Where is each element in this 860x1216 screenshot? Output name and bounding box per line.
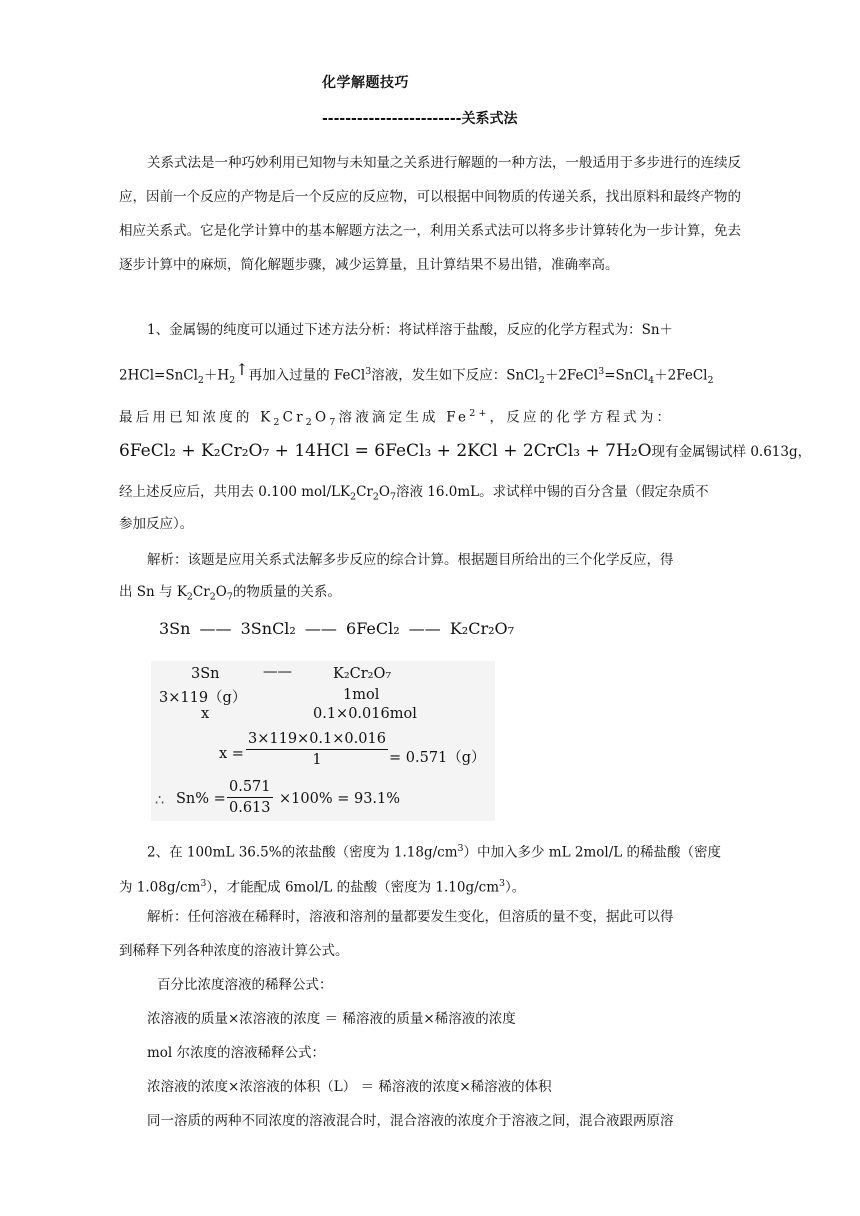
document-subtitle: ------------------------关系式法 — [322, 111, 518, 127]
calc-sn-percent: Sn% = — [176, 791, 226, 807]
calc-x-fraction: $\frac{3\times 119\times 0.1\times 0.016}{1}$ — [248, 731, 386, 768]
intro-paragraph: 关系式法是一种巧妙利用已知物与未知量之关系进行解题的一种方法，一般适用于多步进行的连续反应，因前一个反应的产物是后一个反应的反应物，可以根据中间物质的传递关系，找出原料和最终产物的相应关系式。它是化学计算中的基本解题方法之一，利用关系式法可以将多步计算转化为一步计算，免去逐步计算中的麻烦，简化解题步骤，减少运算量，且计算结果不易出错，准确率高。 — [119, 155, 741, 273]
calc-sn-result: ×100% = 93.1% — [279, 791, 401, 807]
q1-line-2: $2HCl=SnCl_2+H_2↑$再加入过量的 FeCl$^3$溶液，发生如下反应：SnCl$_2$＋2FeCl$^3$=SnCl$_4$＋2FeCl$_2$ — [119, 359, 714, 387]
calc-sn-fraction: $\frac{0.571}{0.613}$ — [229, 779, 271, 816]
analysis1-line-1: 解析：该题是应用关系式法解多步反应的综合计算。根据题目所给出的三个化学反应，得 — [147, 552, 674, 568]
analysis1-line-2: 出 Sn 与 $K_2Cr_2O_7$的物质量的关系。 — [119, 584, 341, 603]
q2-line-2: 为 $1.08g/cm^3$），才能配成 6mol/L 的盐酸（密度为 $1.10g/cm^3$）。 — [119, 878, 526, 896]
redox-equation: 6FeCl₂ + K₂Cr₂O₇ + 14HCl = 6FeCl₃ + 2KCl + 2CrCl₃ + 7H₂O — [119, 441, 652, 461]
calc-dash: —— — [263, 664, 292, 680]
q1-line-5: 经上述反应后，共用去 0.100 mol/$LK_2Cr_2O_7$溶液 16.0mL。求试样中锡的百分含量（假定杂质不 — [119, 484, 709, 503]
formula-percent: 浓溶液的质量×浓溶液的浓度 ＝ 稀溶液的质量×稀溶液的浓度 — [147, 1011, 516, 1027]
calc-k2cr2o7: K₂Cr₂O₇ — [333, 666, 392, 682]
calc-x: x — [201, 706, 210, 722]
q1-line-6: 参加反应）。 — [119, 516, 194, 532]
formula-percent-heading: 百分比浓度溶液的稀释公式： — [157, 977, 333, 993]
q1-line-3: 最后用已知浓度的 $K_2Cr_2O_7$溶液滴定生成 $Fe^{2+}$，反应的化学方程式为： — [119, 408, 674, 429]
q1-line-1: 1、金属锡的纯度可以通过下述方法分析：将试样溶于盐酸，反应的化学方程式为：Sn＋ — [147, 322, 674, 338]
formula-molar: 浓溶液的浓度×浓溶液的体积（L） ＝ 稀溶液的浓度×稀溶液的体积 — [147, 1079, 552, 1095]
formula-molar-heading: mol 尔浓度的溶液稀释公式： — [147, 1045, 326, 1061]
mixing-paragraph: 同一溶质的两种不同浓度的溶液混合时，混合溶液的浓度介于溶液之间，混合液跟两原溶 — [147, 1113, 674, 1129]
calc-x-result: = 0.571（g） — [389, 750, 486, 766]
therefore-symbol: ∴ — [155, 793, 165, 809]
analysis2-line-2: 到稀释下列各种浓度的溶液计算公式。 — [119, 943, 349, 959]
calc-sn-mass: 3×119（g） — [159, 690, 247, 706]
analysis2-line-1: 解析：任何溶液在稀释时，溶液和溶剂的量都要发生变化，但溶质的量不变，据此可以得 — [147, 909, 674, 925]
calc-x-equals: x = — [219, 746, 244, 762]
q1-equation-line — [119, 440, 812, 461]
calc-moles: 0.1×0.016mol — [313, 706, 417, 722]
calculation-block — [151, 661, 495, 821]
document-title: 化学解题技巧 — [322, 75, 409, 91]
q2-line-1: 2、在 100mL 36.5%的浓盐酸（密度为 $1.18g/cm^3$）中加入多少 mL 2mol/L 的稀盐酸（密度 — [147, 843, 722, 861]
relation-chain: 3Sn —— 3SnCl₂ —— 6FeCl₂ —— K₂Cr₂O₇ — [159, 619, 515, 638]
gas-up-arrow-icon: ↑ — [235, 359, 249, 379]
calc-3sn: 3Sn — [191, 666, 220, 682]
sample-mass-text: 现有金属锡试样 0.613g， — [651, 444, 812, 460]
calc-1mol: 1mol — [343, 687, 380, 703]
